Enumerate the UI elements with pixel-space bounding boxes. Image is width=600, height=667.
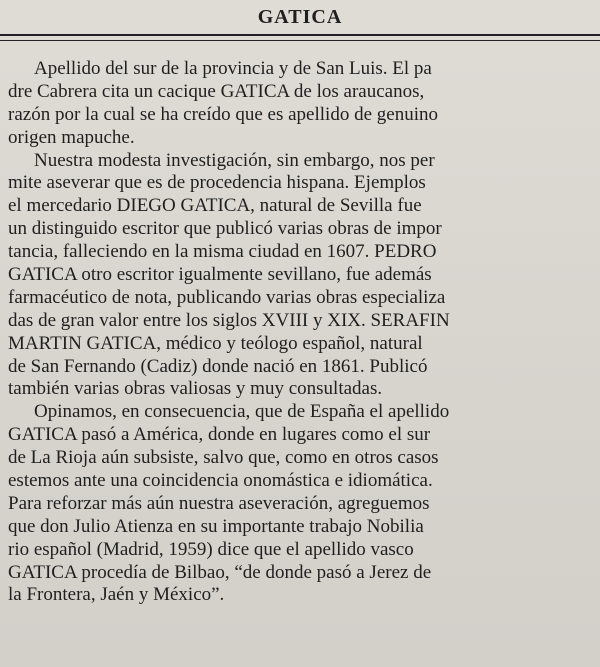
text-line: razón por la cual se ha creído que es apellido de genuino [8, 103, 438, 125]
article-body [0, 58, 600, 607]
text-line: tancia, falleciendo en la misma ciudad en 1607. PEDRO [8, 241, 437, 263]
text-line: también varias obras valiosas y muy consultadas. [8, 378, 383, 400]
text-line: la Frontera, Jaén y México”. [8, 584, 225, 606]
text-line: origen mapuche. [8, 126, 135, 148]
text-line: MARTIN GATICA, médico y teólogo español, natural [8, 332, 423, 354]
text-line: GATICA otro escritor igualmente sevillano, fue además [8, 264, 432, 286]
text-line: el mercedario DIEGO GATICA, natural de Sevilla fue [8, 195, 422, 217]
text-line: das de gran valor entre los siglos XVIII y XIX. SERAFIN [8, 309, 450, 331]
text-line: de La Rioja aún subsiste, salvo que, como en otros casos [8, 447, 439, 469]
text-line: farmacéutico de nota, publicando varias obras especializa [8, 286, 446, 308]
text-line: rio español (Madrid, 1959) dice que el apellido vasco [8, 538, 414, 560]
title-rule-bottom [0, 40, 600, 41]
text-line: mite aseverar que es de procedencia hispana. Ejemplos [8, 172, 426, 194]
text-line: GATICA procedía de Bilbao, “de donde pasó a Jerez de [8, 561, 432, 583]
text-line: Apellido del sur de la provincia y de San Luis. El pa [34, 58, 432, 79]
text-line: de San Fernando (Cadiz) donde nació en 1861. Publicó [8, 355, 428, 377]
text-line: Opinamos, en consecuencia, que de España el apellido [34, 401, 450, 423]
text-line: dre Cabrera cita un cacique GATICA de los araucanos, [8, 80, 425, 102]
text-line: un distinguido escritor que publicó varias obras de impor [8, 218, 442, 240]
article-title: GATICA [257, 6, 343, 28]
text-line: estemos ante una coincidencia onomástica e idiomática. [8, 470, 433, 492]
text-line: GATICA pasó a América, donde en lugares como el sur [8, 424, 431, 446]
text-line: Para reforzar más aún nuestra aseveración, agreguemos [8, 492, 430, 514]
text-line: Nuestra modesta investigación, sin embargo, nos per [34, 149, 435, 171]
title-rule-top [0, 34, 600, 36]
text-line: que don Julio Atienza en su importante trabajo Nobilia [8, 515, 424, 537]
